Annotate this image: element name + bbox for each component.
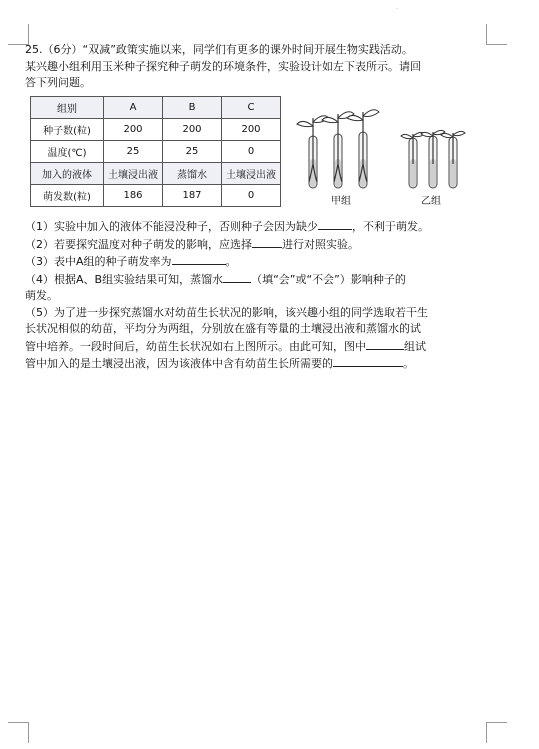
table-cell: 蒸馏水: [163, 163, 222, 185]
table-cell: 种子数(粒): [31, 119, 104, 141]
table-header-cell: C: [222, 97, 281, 119]
table-header-cell: B: [163, 97, 222, 119]
question-1: [25, 218, 495, 236]
table-header-cell: A: [104, 97, 163, 119]
question-1-text: （1）实验中加入的液体不能浸没种子，否则种子会因为缺少: [25, 220, 318, 233]
table-cell: 25: [163, 141, 222, 163]
question-3-text-end: 。: [225, 255, 237, 268]
table-cell: 187: [163, 185, 222, 207]
table-cell: 200: [222, 119, 281, 141]
intro-line-2: 某兴趣小组利用玉米种子探究种子萌发的环境条件，实验设计如左下表所示。请回: [25, 59, 421, 73]
figure-label-group-jia: 甲组: [331, 196, 351, 207]
question-intro: [25, 42, 495, 92]
intro-line-1: 25.（6分）“双减”政策实施以来，同学们有更多的课外时间开展生物实践活动。: [25, 43, 413, 56]
experiment-table: [30, 96, 281, 207]
question-5-text: 管中培养。一段时间后，幼苗生长状况如右上图所示。由此可知，图中: [25, 339, 366, 353]
answer-blank[interactable]: [172, 253, 226, 265]
question-5-line-3: [25, 338, 495, 356]
table-cell: 25: [104, 141, 163, 163]
table-cell: 萌发数(粒): [31, 185, 104, 207]
table-row: [31, 141, 281, 163]
question-4: [25, 271, 495, 289]
table-cell: 加入的液体: [31, 163, 104, 185]
sub-questions: [25, 218, 495, 373]
question-2-text-end: 进行对照实验。: [282, 237, 359, 251]
table-header-cell: 组别: [31, 97, 104, 119]
question-5-text-mid: 组试: [404, 339, 426, 353]
crop-mark-bottom-left: [8, 722, 29, 743]
table-cell: 土壤浸出液: [104, 163, 163, 185]
test-tubes-illustration: [293, 104, 493, 214]
answer-blank[interactable]: [252, 236, 282, 248]
crop-mark-bottom-right: [486, 722, 507, 743]
question-4-text-mid: （填“会”或“不会”）影响种子的: [251, 272, 406, 286]
question-5-line-2: 长状况相似的幼苗，平均分为两组，分别放在盛有等量的土壤浸出液和蒸馏水的试: [25, 322, 421, 335]
seedling-figure: [293, 104, 493, 214]
table-cell: 0: [222, 141, 281, 163]
question-5-line-4: [25, 355, 495, 373]
answer-blank[interactable]: [223, 271, 251, 283]
table-row: [31, 185, 281, 207]
table-header-row: [31, 97, 281, 119]
page-dot: ·: [396, 6, 398, 13]
table-cell: 0: [222, 185, 281, 207]
table-cell: 200: [163, 119, 222, 141]
table-cell: 186: [104, 185, 163, 207]
question-4-cont: 萌发。: [25, 289, 58, 302]
table-cell: 土壤浸出液: [222, 163, 281, 185]
table-cell: 200: [104, 119, 163, 141]
question-5-line-1: （5）为了进一步探究蒸馏水对幼苗生长状况的影响，该兴趣小组的同学选取若干生: [25, 305, 428, 319]
table-row: [31, 119, 281, 141]
figure-label-group-yi: 乙组: [421, 196, 441, 207]
intro-line-3: 答下列问题。: [25, 76, 91, 89]
question-2: [25, 236, 495, 254]
question-5-text-2: 管中加入的是土壤浸出液，因为该液体中含有幼苗生长所需要的: [25, 357, 333, 370]
answer-blank[interactable]: [333, 355, 403, 367]
answer-blank[interactable]: [318, 218, 352, 230]
table-cell: 温度(℃): [31, 141, 104, 163]
question-2-text: （2）若要探究温度对种子萌发的影响，应选择: [25, 237, 252, 251]
answer-blank[interactable]: [366, 338, 404, 350]
question-5-text-end: 。: [403, 357, 414, 370]
question-3-text: （3）表中A组的种子萌发率为: [25, 255, 172, 268]
question-1-text-end: ，不利于萌发。: [352, 220, 429, 233]
table-row: [31, 163, 281, 185]
question-3: [25, 253, 495, 271]
question-4-text: （4）根据A、B组实验结果可知，蒸馏水: [25, 272, 224, 286]
